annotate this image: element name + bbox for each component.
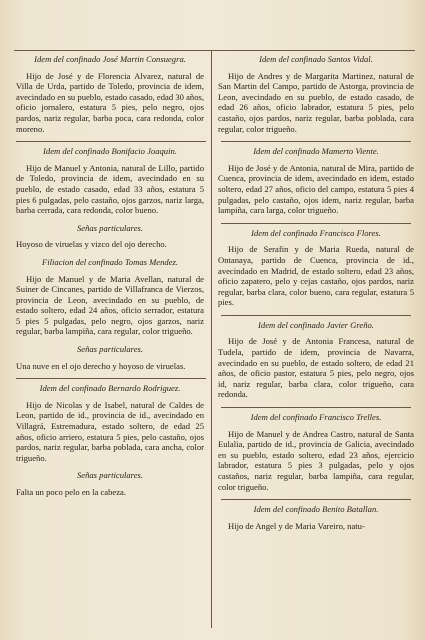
entry-text: Una nuve en el ojo derecho y hoyoso de viruelas. — [16, 360, 186, 371]
section-heading: Señas particulares. — [76, 470, 144, 481]
entry-heading: Idem del confinado Francisco Flores. — [251, 227, 381, 238]
entry-heading: Idem del confinado Javier Greño. — [258, 319, 374, 330]
entry-text: Hijo de Andres y de Margarita Martinez, natural de San Martin del Campo, partido de Astorga, provincia de Leon, avecindado en su pueblo, de estado casado, de edad 26 años, oficio labrador, estatura 5 pies, pelo castaño, ojos pardos, nariz regular, barba poblada, cara regular, color trigueño. — [218, 70, 414, 134]
entry-heading: Filiacion del confinado Tomas Mendez. — [42, 256, 178, 267]
section-heading: Señas particulares. — [76, 222, 144, 233]
entry-text: Hijo de Serafin y de Maria Rueda, natural de Ontanaya, partido de Cuenca, provincia de id., avecindado en Madrid, de estado soltero, edad 23 años, oficio zapatero, pelo y cejas castaño, ojos pardos, nariz regular, barba clara, color bueno, cara regular, estatura 5 pies. — [218, 244, 414, 308]
column-divider — [211, 50, 212, 628]
entry-text: Hijo de Manuel y de Maria Avellan, natural de Suiner de Cincanes, partido de Villafranca de Vierzos, provincia de Leon, avecindado en su pueblo, de estado soltero, edad 24 años, oficio serrador, estatura 5 pies 5 pulgadas, pelo negro, ojos garzos, nariz regular, barba lampiña, cara regular, color trigueño. — [16, 273, 204, 337]
entry-heading: Idem del confinado Santos Vidal. — [259, 54, 373, 64]
separator — [16, 378, 206, 379]
entry-text: Falta un poco pelo en la cabeza. — [16, 487, 126, 497]
separator — [221, 141, 411, 142]
entry-text: Hijo de Nicolas y de Isabel, natural de Caldes de Leon, partido de id., provincia de id., avecindado en Villagrá, Estremadura, estado soltero, de edad 25 años, oficio arriero, estatura 5 pies, pelo castaño, ojos pardos, nariz regular, barba poblada, cara ancha, color trigueño. — [16, 399, 204, 463]
entry-text: Hijo de Angel y de Maria Vareiro, natu- — [228, 520, 365, 531]
entry-text: Hijo de José y de Florencia Alvarez, natural de Villa de Urda, partido de Toledo, provincia de idem, avecindado en su pueblo, estado casado, edad 30 años, oficio jornalero, estatura 5 pies, pelo negro, ojos pardos, nariz regular, barba poca, cara redonda, color moreno. — [16, 70, 204, 134]
entry-text: Hijo de Manuel y de Andrea Castro, natural de Santa Eulalia, partido de id., provincia de Galicia, avecindado en su pueblo, estado soltero, edad 23 años, ejercicio labrador, estatura 5 pies 3 pulgadas, pelo y ojos castaños, nariz regular, barba lampiña, cara regular, color trigueño. — [218, 428, 414, 492]
entry-text: Hoyoso de viruelas y vizco del ojo derecho. — [16, 239, 167, 250]
left-column — [16, 52, 204, 505]
entry-heading: Idem del confinado Benito Batallan. — [253, 504, 379, 515]
entry-heading: Idem del confinado Bonifacio Joaquin. — [43, 146, 177, 157]
entry-text: Hijo de José y de Antonia Francesa, natural de Tudela, partido de idem, provincia de Navarra, avecindado en su pueblo, de estado soltero, de edad 21 años, de oficio pastor, estatura 5 pies, pelo negro, ojos id, nariz regular, barba clara, color trigueño, cara redonda. — [218, 336, 414, 400]
entry-heading: Idem del confinado José Martin Consuegra. — [34, 54, 186, 64]
top-rule — [14, 50, 415, 51]
section-heading: Señas particulares. — [76, 344, 144, 355]
separator — [221, 315, 411, 316]
entry-heading: Idem del confinado Bernardo Rodriguez. — [39, 383, 181, 394]
entry-heading: Idem del confinado Francisco Trelles. — [250, 412, 382, 423]
right-column — [218, 52, 414, 538]
separator — [221, 223, 411, 224]
separator — [16, 141, 206, 142]
entry-text: Hijo de Manuel y Antonia, natural de Lillo, partido de Toledo, provincia de idem, avecindado en su pueblo, de estado casado, edad 33 años, estatura 5 pies 6 pulgadas, pelo castaño, ojos garzos, nariz larga, barba cerrada, cara redonda, color bueno. — [16, 162, 204, 216]
entry-text: Hijo de José y de Antonia, natural de Mira, partido de Cuenca, provincia de idem, avecindado en idem, estado soltero, edad 27 años, oficio del campo, estatura 5 pies 4 pulgadas, pelo castaño, ojos idem, nariz regular, barba lampiña, cara larga, color trigueño. — [218, 162, 414, 216]
separator — [221, 499, 411, 500]
separator — [221, 407, 411, 408]
entry-heading: Idem del confinado Mamerto Viente. — [253, 146, 379, 157]
